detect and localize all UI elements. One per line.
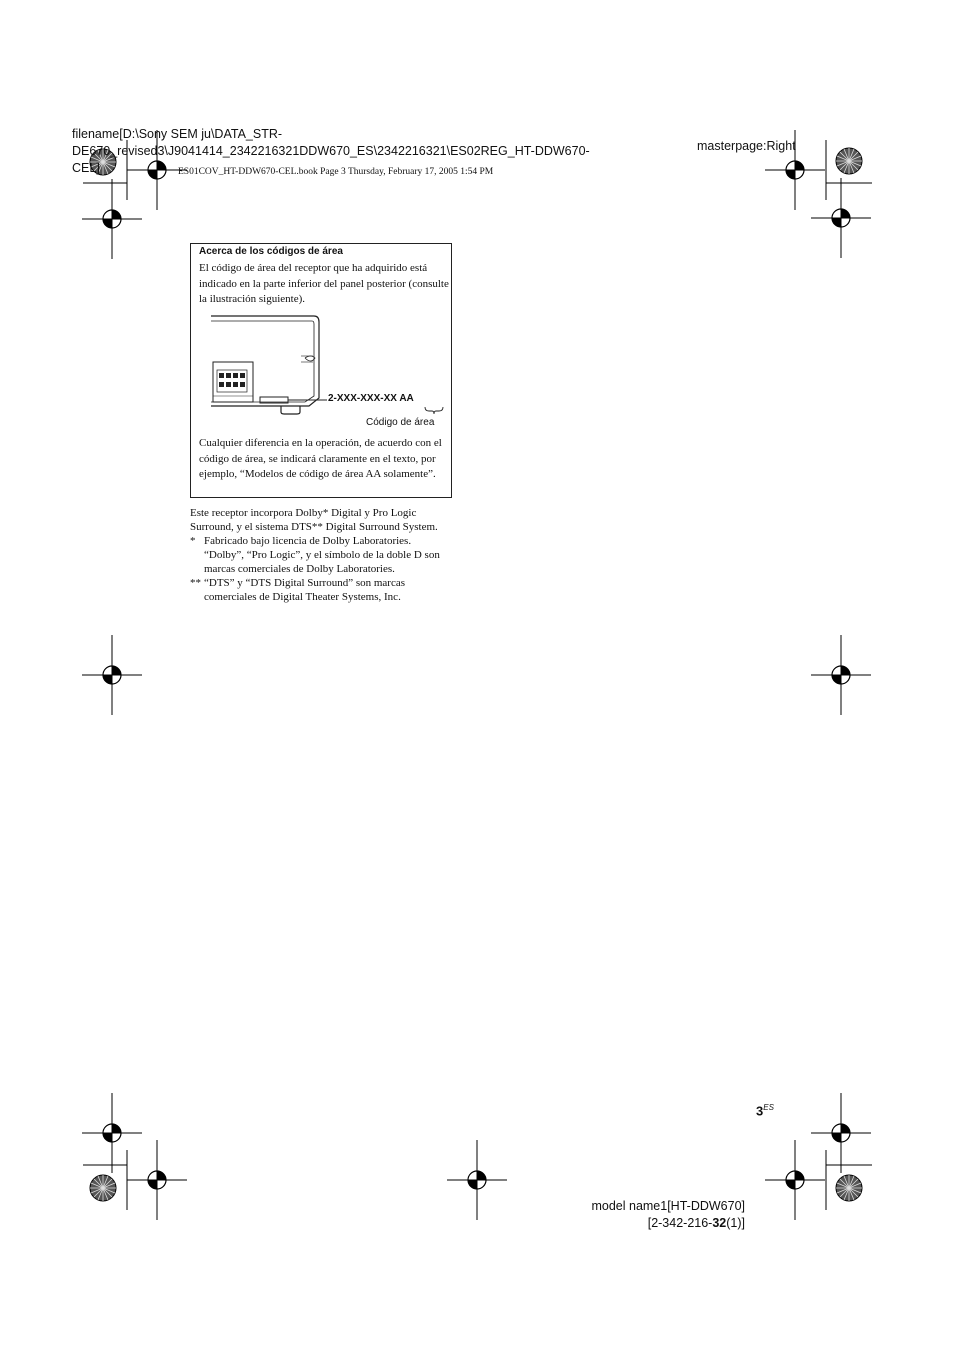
registration-target-icon xyxy=(127,1140,187,1220)
footnote-dolby xyxy=(190,534,452,576)
page-number-value: 3 xyxy=(756,1103,764,1119)
color-bar-star-icon xyxy=(90,1175,116,1201)
footnote-text: Fabricado bajo licencia de Dolby Laboratories. “Dolby”, “Pro Logic”, y el símbolo de la doble D son marcas comerciales de Dolby Laboratories. xyxy=(204,535,440,575)
footer-code-line xyxy=(591,1215,745,1232)
header-masterpage: masterpage:Right xyxy=(697,139,796,153)
area-code-label: 2-XXX-XXX-XX AA xyxy=(328,393,414,404)
footnote-dts xyxy=(190,576,452,604)
note-title: Acerca de los códigos de área xyxy=(199,246,343,257)
footer-code-suffix: (1)] xyxy=(726,1216,745,1230)
page-number-suffix: ES xyxy=(763,1103,774,1112)
note-intro-text: El código de área del receptor que ha adquirido está indicado en la parte inferior del panel posterior (consulte la ilustración siguiente). xyxy=(199,262,449,305)
area-code-note-box xyxy=(190,243,452,498)
registration-target-icon xyxy=(82,1093,142,1173)
page-number xyxy=(756,1103,774,1118)
footnote-marker: ** xyxy=(190,577,201,589)
color-bar-star-icon xyxy=(836,148,862,174)
footnote-text: “DTS” y “DTS Digital Surround” son marcas comerciales de Digital Theater Systems, Inc. xyxy=(204,577,406,603)
body-text xyxy=(190,506,452,604)
footer-code-prefix: [2-342-216- xyxy=(647,1216,713,1230)
registration-target-icon xyxy=(811,178,871,258)
footer-model-line: model name1[HT-DDW670] xyxy=(591,1199,745,1213)
footnote-marker: * xyxy=(190,535,196,547)
filename-line-2: DE670_revised3\J9041414_2342216321DDW670_ES\2342216321\ES02REG_HT-DDW670- xyxy=(72,144,590,158)
book-info-line: ES01COV_HT-DDW670-CEL.book Page 3 Thursday, February 17, 2005 1:54 PM xyxy=(178,167,494,177)
registration-target-icon xyxy=(811,635,871,715)
registration-target-icon xyxy=(447,1140,507,1220)
registration-target-icon xyxy=(82,635,142,715)
registration-target-icon xyxy=(811,1093,871,1173)
area-code-caption: Código de área xyxy=(366,417,435,428)
footer-code-bold: 32 xyxy=(712,1216,727,1230)
color-bar-star-icon xyxy=(836,1175,862,1201)
registration-target-icon xyxy=(765,1140,825,1220)
note-footer-text: Cualquier diferencia en la operación, de acuerdo con el código de área, se indicará claramente en el texto, por ejemplo, “Modelos de código de área AA solamente”. xyxy=(199,437,442,480)
footer-model-info xyxy=(591,1198,745,1232)
registration-target-icon xyxy=(82,179,142,259)
filename-line-1: filename[D:\Sony SEM ju\DATA_STR- xyxy=(72,127,283,141)
filename-line-3: CEL] xyxy=(72,161,100,175)
dolby-dts-paragraph: Este receptor incorpora Dolby* Digital y Pro Logic Surround, y el sistema DTS** Digital Surround System. xyxy=(190,507,438,533)
